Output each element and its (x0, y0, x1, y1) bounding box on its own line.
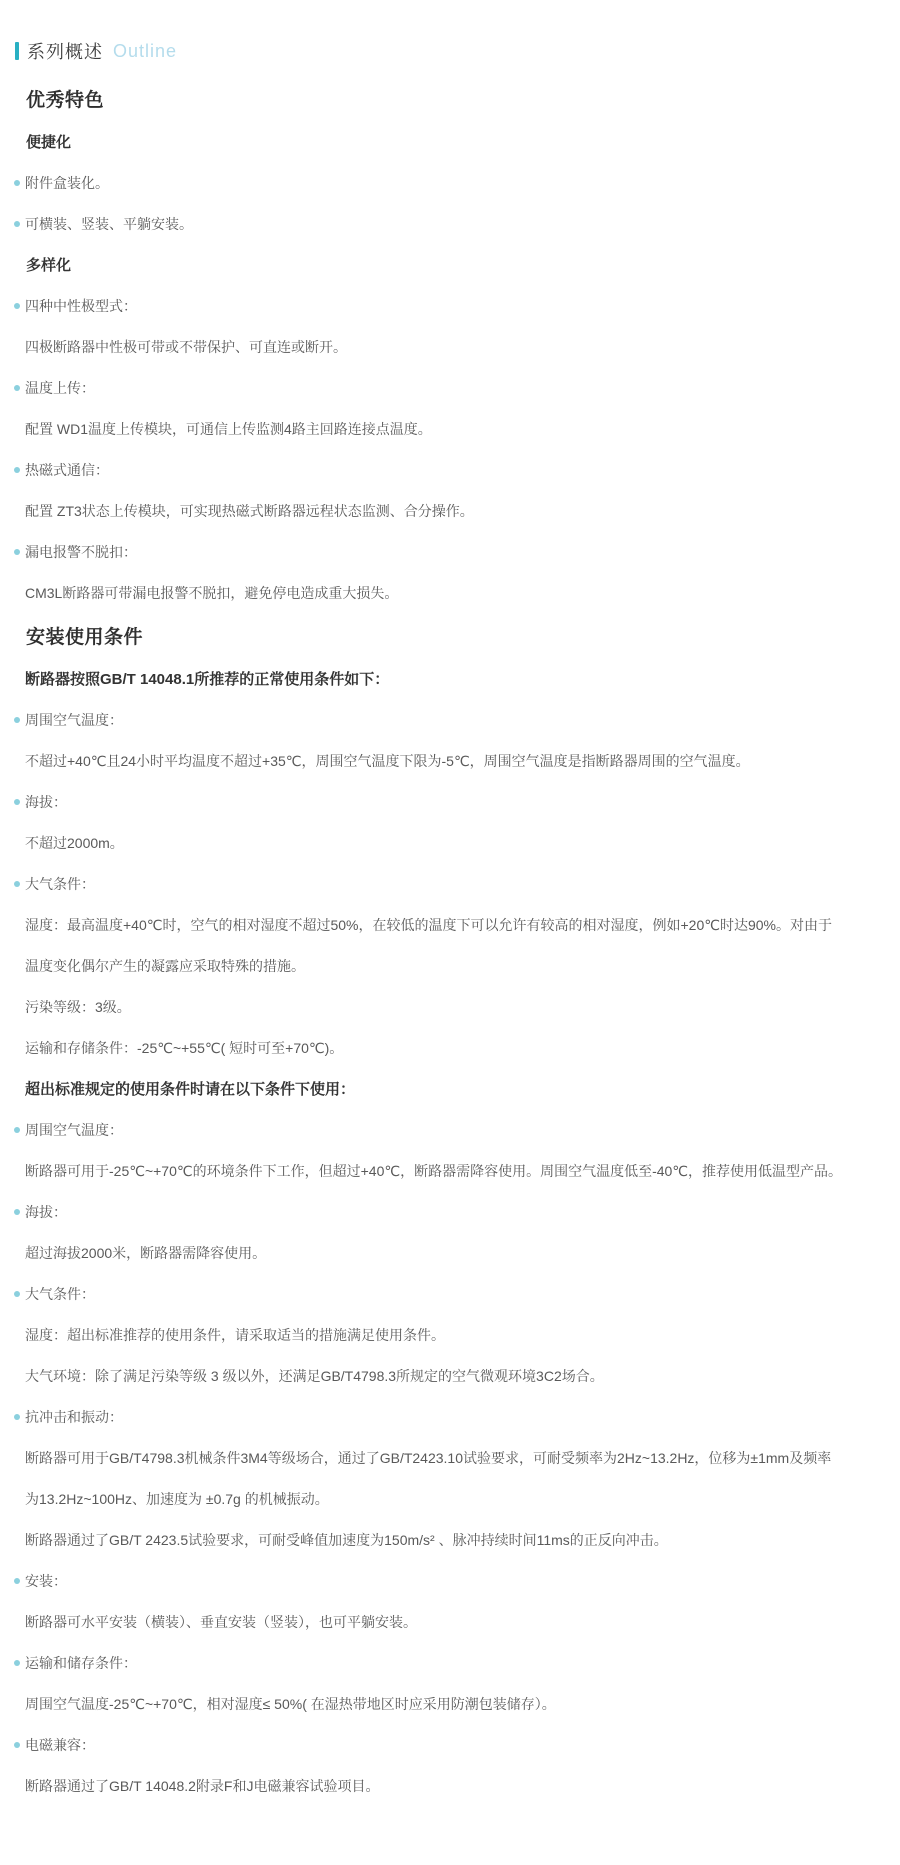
page-title-en: Outline (113, 40, 178, 61)
paragraph: 断路器可用于GB/T4798.3机械条件3M4等级场合，通过了GB/T2423.10试验要求，可耐受频率为2Hz~13.2Hz，位移为±1mm及频率 (25, 1449, 832, 1466)
bullet-text: 漏电报警不脱扣： (25, 543, 137, 560)
bullet-dot-icon (14, 221, 20, 227)
bullet-item (0, 1396, 900, 1437)
bullet-dot-icon (14, 467, 20, 473)
bullet-text: 温度上传： (25, 379, 95, 396)
paragraph: 周围空气温度-25℃~+70℃，相对湿度≤ 50%( 在湿热带地区时应采用防潮包装储存）。 (25, 1695, 556, 1712)
section (0, 613, 900, 1806)
bullet-item (0, 1109, 900, 1150)
bullet-text: 周围空气温度： (25, 1121, 123, 1138)
bullet-dot-icon (14, 1742, 20, 1748)
paragraph: 断路器可用于-25℃~+70℃的环境条件下工作，但超过+40℃，断路器需降容使用。周围空气温度低至-40℃，推荐使用低温型产品。 (25, 1162, 843, 1179)
bullet-dot-icon (14, 1578, 20, 1584)
paragraph: 配置 ZT3状态上传模块，可实现热磁式断路器远程状态监测、合分操作。 (25, 502, 474, 519)
bullet-dot-icon (14, 799, 20, 805)
bullet-text: 附件盒装化。 (25, 174, 109, 191)
bold-intro-line: 超出标准规定的使用条件时请在以下条件下使用： (25, 1081, 356, 1098)
sub-heading: 便捷化 (26, 134, 72, 151)
bullet-text: 四种中性极型式： (25, 297, 137, 314)
paragraph: 为13.2Hz~100Hz、加速度为 ±0.7g 的机械振动。 (25, 1490, 329, 1507)
bullet-dot-icon (14, 303, 20, 309)
bullet-dot-icon (14, 1209, 20, 1215)
bullet-dot-icon (14, 1660, 20, 1666)
bullet-item (0, 1560, 900, 1601)
bullet-text: 大气条件： (25, 875, 95, 892)
document-content (0, 76, 900, 1806)
bullet-dot-icon (14, 717, 20, 723)
accent-bar-icon (15, 42, 19, 60)
section-title: 优秀特色 (26, 90, 105, 111)
bullet-item (0, 203, 900, 244)
bullet-item (0, 1191, 900, 1232)
section-title: 安装使用条件 (26, 627, 144, 648)
paragraph: 湿度：超出标准推荐的使用条件，请采取适当的措施满足使用条件。 (25, 1326, 445, 1343)
bullet-dot-icon (14, 385, 20, 391)
bullet-dot-icon (14, 1414, 20, 1420)
paragraph: 大气环境：除了满足污染等级 3 级以外，还满足GB/T4798.3所规定的空气微观环境3C2场合。 (25, 1367, 604, 1384)
bullet-item (0, 863, 900, 904)
bullet-text: 电磁兼容： (25, 1736, 95, 1753)
bullet-text: 安装： (25, 1572, 67, 1589)
bullet-item (0, 285, 900, 326)
paragraph: 四极断路器中性极可带或不带保护、可直连或断开。 (25, 338, 347, 355)
bullet-dot-icon (14, 549, 20, 555)
bullet-item (0, 1273, 900, 1314)
paragraph: 湿度：最高温度+40℃时，空气的相对湿度不超过50%，在较低的温度下可以允许有较高的相对湿度，例如+20℃时达90%。对由于 (25, 916, 832, 933)
bullet-item (0, 162, 900, 203)
paragraph: 断路器通过了GB/T 14048.2附录F和J电磁兼容试验项目。 (25, 1777, 380, 1794)
bullet-item (0, 531, 900, 572)
bullet-item (0, 1642, 900, 1683)
bullet-text: 可横装、竖装、平躺安装。 (25, 215, 193, 232)
bullet-text: 热磁式通信： (25, 461, 109, 478)
bullet-text: 周围空气温度： (25, 711, 123, 728)
section-header (15, 40, 900, 62)
paragraph: 温度变化偶尔产生的凝露应采取特殊的措施。 (25, 957, 305, 974)
bullet-text: 抗冲击和振动： (25, 1408, 123, 1425)
bold-intro-line: 断路器按照GB/T 14048.1所推荐的正常使用条件如下： (25, 671, 390, 688)
section (0, 76, 900, 613)
bullet-item (0, 699, 900, 740)
paragraph: 不超过+40℃且24小时平均温度不超过+35℃，周围空气温度下限为-5℃，周围空气温度是指断路器周围的空气温度。 (25, 752, 750, 769)
bullet-text: 海拔： (25, 793, 67, 810)
paragraph: 断路器可水平安装（横装）、垂直安装（竖装），也可平躺安装。 (25, 1613, 417, 1630)
paragraph: 配置 WD1温度上传模块，可通信上传监测4路主回路连接点温度。 (25, 420, 432, 437)
bullet-dot-icon (14, 180, 20, 186)
bullet-dot-icon (14, 881, 20, 887)
paragraph: 运输和存储条件：-25℃~+55℃( 短时可至+70℃)。 (25, 1039, 344, 1056)
bullet-dot-icon (14, 1127, 20, 1133)
bullet-item (0, 781, 900, 822)
bullet-text: 运输和储存条件： (25, 1654, 137, 1671)
bullet-item (0, 367, 900, 408)
bullet-item (0, 1724, 900, 1765)
paragraph: 不超过2000m。 (25, 834, 124, 851)
bullet-dot-icon (14, 1291, 20, 1297)
sub-heading: 多样化 (26, 257, 72, 274)
bullet-text: 海拔： (25, 1203, 67, 1220)
bullet-text: 大气条件： (25, 1285, 95, 1302)
paragraph: 超过海拔2000米，断路器需降容使用。 (25, 1244, 267, 1261)
bullet-item (0, 449, 900, 490)
paragraph: 断路器通过了GB/T 2423.5试验要求，可耐受峰值加速度为150m/s² 、脉冲持续时间11ms的正反向冲击。 (25, 1531, 668, 1548)
page-title-zh: 系列概述 (27, 42, 103, 62)
paragraph: 污染等级：3级。 (25, 998, 131, 1015)
paragraph: CM3L断路器可带漏电报警不脱扣，避免停电造成重大损失。 (25, 584, 399, 601)
